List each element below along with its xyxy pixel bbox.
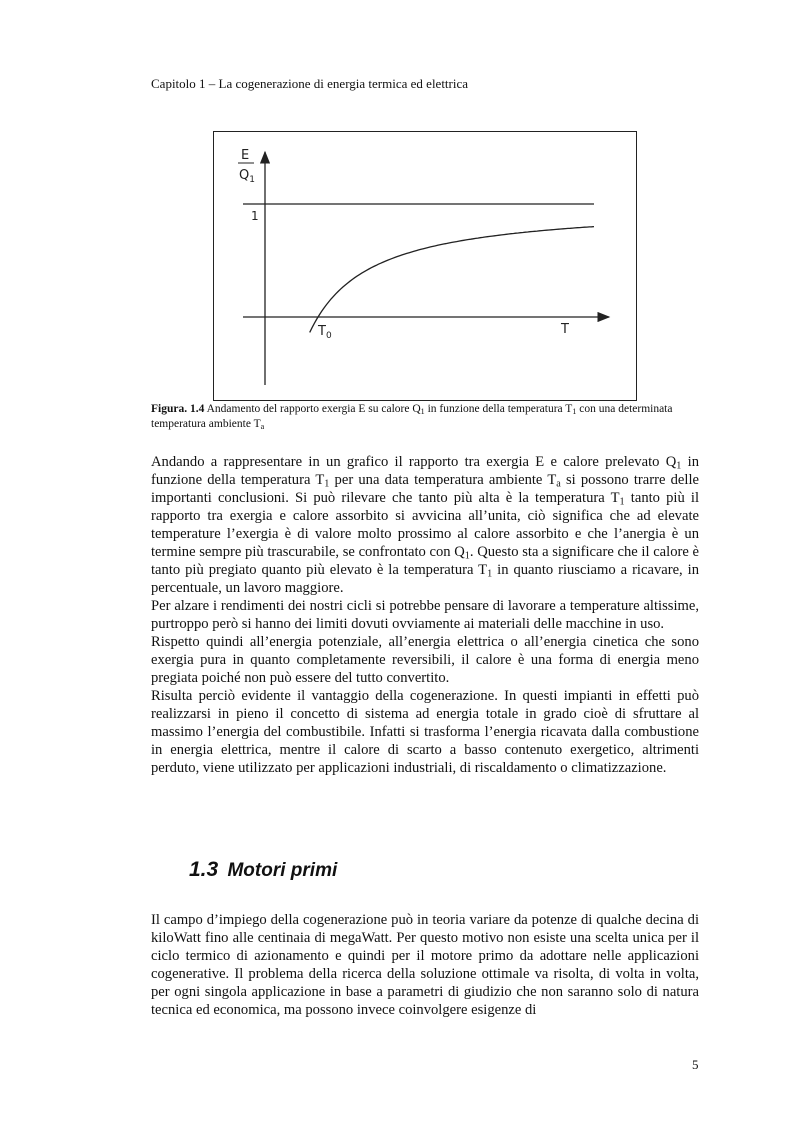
body-paragraphs [151, 453, 699, 777]
y-label-denominator: $Q_1$ [239, 168, 255, 185]
paragraph-4: Risulta perciò evidente il vantaggio della cogenerazione. In questi impianti in effetti può realizzarsi in pieno il concetto di sistema ad energia totale in grado cioè di sfruttare al massimo l’energia del combustibile. Infatti si trasforma l’energia ricavata dalla combustione in energia elettrica, mentre il calore di scarto a basso contenuto exergetico, altrimenti perduto, viene utilizzato per applicazioni industriali, di riscaldamento o climatizzazione. [151, 688, 699, 776]
running-header: Capitolo 1 – La cogenerazione di energia termica ed elettrica [151, 76, 469, 91]
figure-frame [213, 131, 637, 401]
section-number: 1.3 [189, 858, 219, 881]
body-paragraphs-2 [151, 911, 699, 1019]
page-number: 5 [692, 1057, 699, 1072]
x-axis-label: T [561, 322, 569, 337]
x-mark-label-T0: $T_0$ [318, 324, 332, 341]
section-heading [189, 858, 337, 882]
exergy-chart [214, 132, 638, 402]
paragraph-3: Rispetto quindi all’energia potenziale, all’energia elettrica o all’energia cinetica che sono exergia pura in quanto completamente reversibili, il calore è una forma di energia meno pregiata poiché non può essere del tutto convertito. [151, 634, 699, 686]
section-title: Motori primi [227, 860, 338, 881]
y-label-numerator: E [241, 148, 250, 163]
paragraph-1: Andando a rappresentare in un grafico il rapporto tra exergia E e calore prelevato $Q_1$ in funzione della temperatura $T_1$ per una data temperatura ambiente $T_a$ si possono trarre delle importanti conclusioni. Si può rilevare che tanto più alta è la temperatura $T_1$ tanto più il rapporto tra exergia e calore assorbito si avvicina all’unita, ciò significa che ad elevate temperature l’exergia è di valore molto prossimo al calore assorbito e che l’anergia è un termine sempre più trascurabile, se confrontato con $Q_1$. Questo sta a significare che il calore è tanto più pregiato quanto più elevato è la temperatura $T_1$ in quanto riusciamo a ricavare, in percentuale, un lavoro maggiore. [151, 454, 700, 596]
figure-caption [151, 402, 706, 432]
paragraph-5: Il campo d’impiego della cogenerazione può in teoria variare da potenze di qualche decina di kiloWatt fino alle centinaia di megaWatt. Per questo motivo non esiste una scelta unica per il ciclo termico di azionamento e quindi per il motore primo da adottare nelle applicazioni cogenerative. Il problema della ricerca della soluzione ottimale va risolta, di volta in volta, per ogni singola applicazione in base a parametri di giudizio che non saranno solo di natura tecnica ed economica, ma possono invece coinvolgere esigenze di [151, 912, 699, 1018]
y-tick-label-1: 1 [251, 209, 259, 223]
paragraph-2: Per alzare i rendimenti dei nostri cicli si potrebbe pensare di lavorare a temperature altissime, purtroppo però si hanno dei limiti dovuti ovviamente ai materiali delle macchine in uso. [151, 598, 699, 632]
figure-caption-label: Figura. 1.4 [151, 403, 205, 415]
figure-caption-text: Andamento del rapporto exergia E su calore $Q_1$ in funzione della temperatura $T_1$ con una determinata temperatura ambiente $T_a$ [151, 403, 673, 431]
